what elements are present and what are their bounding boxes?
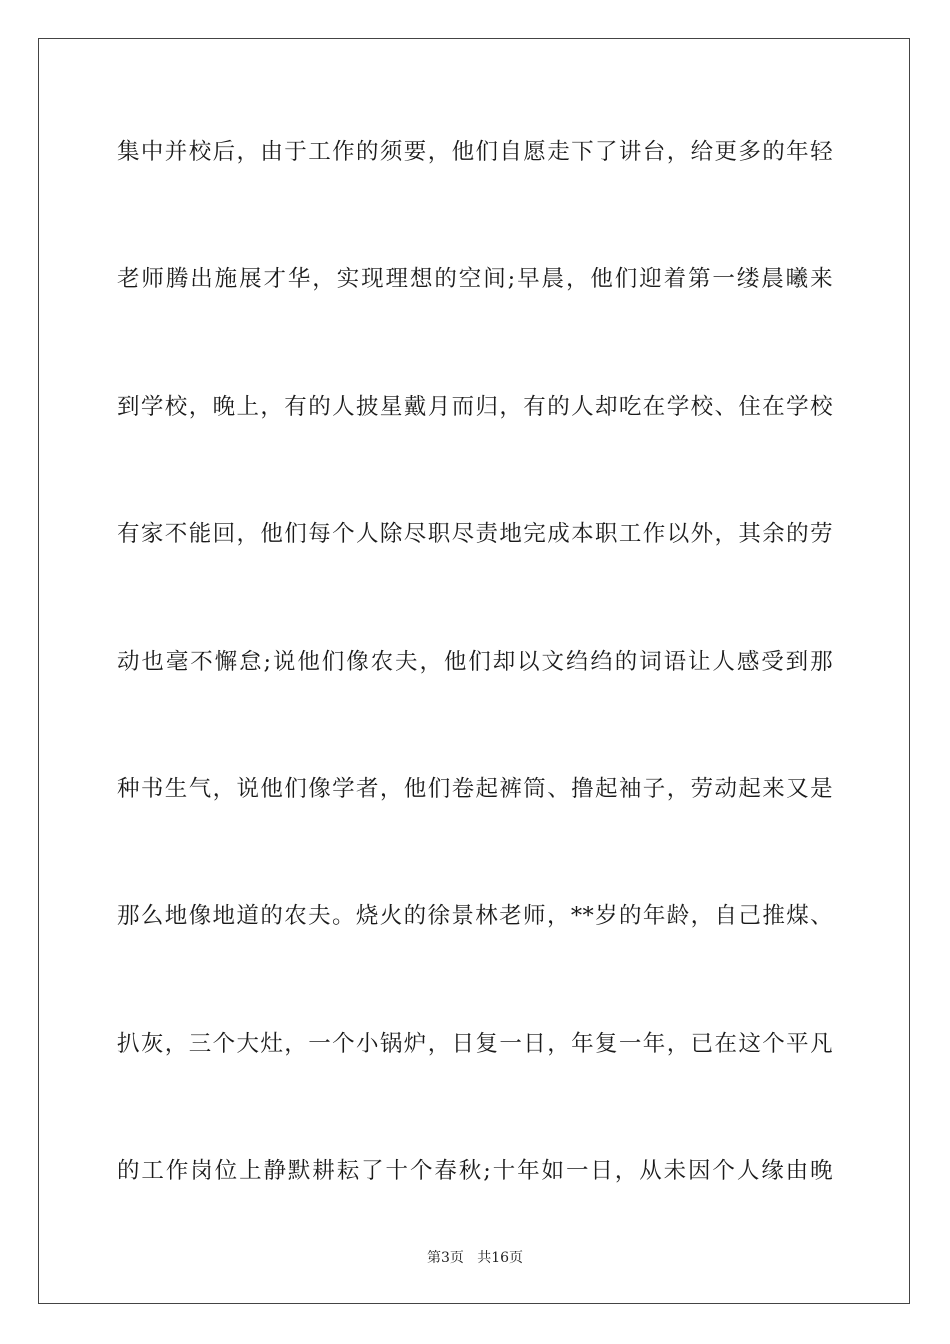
paragraph-line-1: 集中并校后，由于工作的须要，他们自愿走下了讲台，给更多的年轻 bbox=[117, 139, 833, 165]
paragraph-line-9: 的工作岗位上静默耕耘了十个春秋;十年如一日，从未因个人缘由晚 bbox=[117, 1158, 833, 1185]
page-number-footer: 第3页 共16页 bbox=[426, 1250, 524, 1266]
paragraph-line-6: 种书生气，说他们像学者，他们卷起裤筒、撸起袖子，劳动起来又是 bbox=[117, 775, 833, 802]
document-body bbox=[117, 128, 833, 1275]
paragraph-line-2: 老师腾出施展才华，实现理想的空间;早晨，他们迎着第一缕晨曦来 bbox=[117, 266, 833, 293]
paragraph-line-4: 有家不能回，他们每个人除尽职尽责地完成本职工作以外，其余的劳 bbox=[117, 521, 833, 548]
paragraph-line-7: 那么地像地道的农夫。烧火的徐景林老师，**岁的年龄，自己推煤、 bbox=[117, 903, 833, 930]
paragraph-line-3: 到学校，晚上，有的人披星戴月而归，有的人却吃在学校、住在学校 bbox=[117, 393, 833, 420]
paragraph-line-8: 扒灰，三个大灶，一个小锅炉，日复一日，年复一年，已在这个平凡 bbox=[117, 1030, 833, 1057]
paragraph-line-5: 动也毫不懈怠;说他们像农夫，他们却以文绉绉的词语让人感受到那 bbox=[117, 648, 833, 675]
